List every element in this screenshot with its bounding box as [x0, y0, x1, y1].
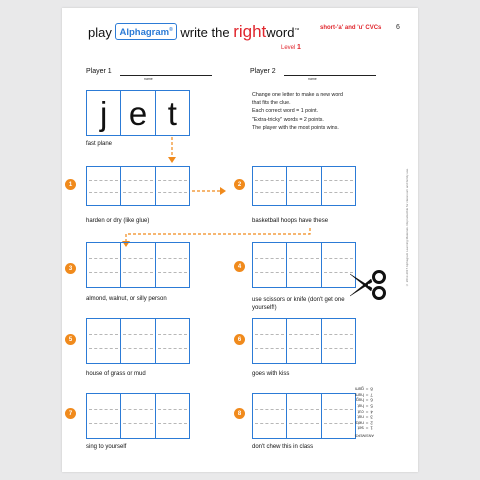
arrow-2-to-3 — [126, 228, 310, 242]
letter-cell[interactable] — [120, 167, 154, 205]
answer-boxes-2[interactable] — [252, 166, 356, 206]
answer-boxes-1[interactable] — [86, 166, 190, 206]
letter-cell[interactable] — [155, 394, 189, 438]
key-num: 4 — [370, 408, 373, 414]
key-word: cut — [357, 408, 364, 414]
answer-boxes-6[interactable] — [252, 318, 356, 364]
letter: t — [167, 94, 177, 132]
answer-key-label: ANSWERS — [354, 433, 374, 438]
player2-label: Player 2 — [250, 68, 276, 75]
instruction-line: Change one letter to make a new word — [252, 92, 343, 98]
letter-cell[interactable] — [253, 167, 286, 205]
puzzle-number-badge: 7 — [65, 408, 76, 419]
puzzle-clue-6: goes with kiss — [252, 371, 290, 377]
level-label: Level — [281, 45, 296, 51]
player1-label: Player 1 — [86, 68, 112, 75]
copyright-sidebar: © 2013-2017 Alphagram Learning Materials. Reproducible for classroom and family use. — [405, 168, 409, 288]
player1-name-caption: name — [144, 77, 153, 81]
letter-cell[interactable] — [120, 243, 154, 287]
scissors-icon — [348, 267, 388, 303]
answer-key-row: 8 = gum — [355, 386, 373, 392]
letter: e — [128, 94, 148, 132]
letter-cell[interactable] — [286, 243, 320, 287]
letter-cell[interactable] — [286, 319, 320, 363]
level-number: 1 — [297, 44, 301, 51]
puzzle-number-badge: 4 — [234, 261, 245, 272]
answer-key-row: 3 = nut — [354, 414, 374, 420]
key-num: 8 — [370, 386, 373, 392]
answer-boxes-5[interactable] — [86, 318, 190, 364]
page-number: 6 — [396, 24, 400, 31]
key-word: set — [357, 425, 364, 431]
letter-cell[interactable] — [321, 319, 355, 363]
answer-key-row: 4 = cut — [354, 408, 374, 414]
instruction-line: that fits the clue. — [252, 100, 291, 107]
instruction-line: "Extra-tricky" words = 2 points. — [252, 116, 324, 123]
answer-key-table — [354, 386, 374, 431]
topic-label: short-'a' and 'u' CVCs — [320, 25, 382, 31]
answer-boxes-3[interactable] — [86, 242, 190, 288]
letter-cell[interactable] — [87, 319, 120, 363]
key-num: 7 — [370, 392, 373, 398]
letter-cell[interactable] — [87, 167, 120, 205]
answer-boxes-8[interactable] — [252, 393, 356, 439]
title-trademark: ™ — [294, 27, 300, 34]
letter-cell[interactable] — [87, 243, 120, 287]
key-word: hug — [356, 397, 364, 403]
puzzle-clue-3: almond, walnut, or silly person — [86, 296, 167, 302]
key-num: 1 — [370, 425, 373, 431]
letter-cell[interactable] — [87, 394, 120, 438]
start-word-clue: fast plane — [86, 141, 113, 147]
letter-cell[interactable] — [253, 319, 286, 363]
puzzle-number-badge: 2 — [234, 179, 245, 190]
key-word: nut — [357, 414, 364, 420]
player2-name-caption: name — [308, 77, 317, 81]
key-num: 5 — [370, 403, 373, 409]
answer-key — [354, 386, 374, 437]
letter-cell[interactable] — [155, 243, 189, 287]
arrowhead — [168, 157, 176, 163]
letter-cell[interactable] — [286, 167, 320, 205]
puzzle-clue-8: don't chew this in class — [252, 444, 314, 450]
answer-boxes-4[interactable] — [252, 242, 356, 288]
key-num: 2 — [370, 420, 373, 426]
letter: j — [99, 94, 108, 132]
puzzle-clue-2: basketball hoops have these — [252, 218, 329, 224]
answer-key-row: 5 = hut — [354, 403, 374, 409]
puzzle-clue-4: use scissors or knife (don't get one yourself!) — [252, 297, 345, 311]
puzzle-number-badge: 3 — [65, 263, 76, 274]
key-word: hut — [357, 403, 364, 409]
letter-cell[interactable] — [286, 394, 320, 438]
arrowhead — [220, 187, 226, 195]
puzzle-clue-5: house of grass or mud — [86, 371, 146, 377]
puzzle-number-badge: 8 — [234, 408, 245, 419]
answer-key-row: 2 = nets — [355, 420, 373, 426]
puzzle-number-badge: 1 — [65, 179, 76, 190]
key-num: 6 — [370, 397, 373, 403]
key-word: hum — [355, 392, 364, 398]
title-play: play — [88, 25, 112, 40]
worksheet-page — [62, 8, 418, 472]
title-write-the: write the — [180, 25, 230, 40]
key-num: 3 — [370, 414, 373, 420]
puzzle-clue-1: harden or dry (like glue) — [86, 218, 150, 224]
puzzle-clue-7: sing to yourself — [86, 444, 127, 450]
letter-cell[interactable] — [253, 394, 286, 438]
answer-key-row: 7 = hum — [355, 392, 373, 398]
puzzle-number-badge: 5 — [65, 334, 76, 345]
brand-text: Alphagram — [119, 27, 170, 38]
title-word: word — [266, 25, 295, 40]
letter-cell[interactable] — [321, 167, 355, 205]
letter-cell[interactable] — [155, 167, 189, 205]
answer-key-row: 6 = hug — [354, 397, 374, 403]
brand-trademark: ® — [169, 26, 173, 33]
answer-key-row: 1 = set — [354, 425, 374, 431]
letter-cell[interactable] — [321, 394, 355, 438]
title-right: right — [233, 22, 267, 41]
letter-cell[interactable] — [155, 319, 189, 363]
start-word-boxes — [86, 90, 190, 136]
key-word: nets — [355, 420, 364, 426]
instruction-line: Each correct word = 1 point. — [252, 108, 319, 115]
puzzle-number-badge: 6 — [234, 334, 245, 345]
instruction-line: The player with the most points wins. — [252, 124, 339, 131]
letter-cell[interactable] — [120, 394, 154, 438]
answer-boxes-7[interactable] — [86, 393, 190, 439]
letter-cell[interactable] — [253, 243, 286, 287]
letter-cell[interactable] — [120, 319, 154, 363]
key-word: gum — [355, 386, 364, 392]
